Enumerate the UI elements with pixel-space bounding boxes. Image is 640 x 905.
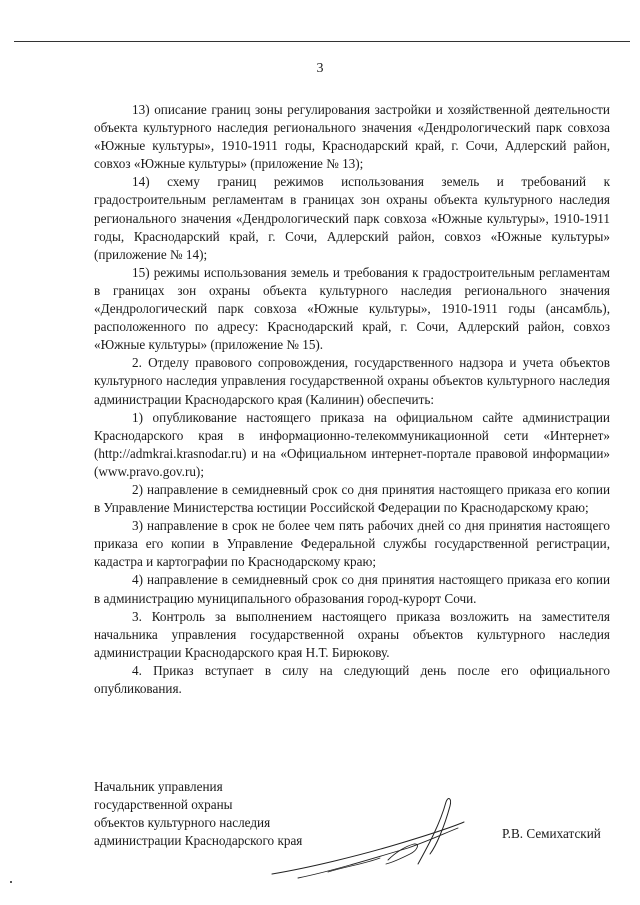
handwritten-signature xyxy=(268,794,468,884)
signatory-position-line: Начальник управления xyxy=(94,779,223,794)
paragraph-section-2-item-2: 2) направление в семидневный срок со дня принятия настоящего приказа его копии в Управление Министерства юстиции Российской Федерации по Краснодарскому краю; xyxy=(94,481,610,516)
paragraph-section-2-item-1: 1) опубликование настоящего приказа на официальном сайте администрации Краснодарского края в информационно-телекоммуникационной сети «Интернет» (http://admkrai.krasnodar.ru) и на «Официальном интернет-портале правовой информации» (www.pravo.gov.ru); xyxy=(94,409,610,479)
paragraph-section-3: 3. Контроль за выполнением настоящего приказа возложить на заместителя начальника управления государственной охраны объектов культурного наследия администрации Краснодарского края Н.Т. Бирюкову. xyxy=(94,608,610,660)
top-rule xyxy=(14,41,630,42)
paragraph-section-2-item-3: 3) направление в срок не более чем пять рабочих дней со дня принятия настоящего приказа его копии в Управление Федеральной службы государственной регистрации, кадастра и картографии по Краснодарскому краю; xyxy=(94,518,610,570)
paragraph-section-2: 2. Отделу правового сопровождения, государственного надзора и учета объектов культурного наследия управления государственной охраны объектов культурного наследия администрации Краснодарского края (Калинин) обеспечить: xyxy=(94,355,610,407)
scan-mark xyxy=(10,881,12,883)
paragraph-item-15: 15) режимы использования земель и требования к градостроительным регламентам в границах зон охраны объекта культурного наследия регионального значения «Дендрологический парк совхоза «Южные культуры», 1910-1911 годы (ансамбль), расположенного по адресу: Краснодарский край, г. Сочи, Адлерский район, совхоз «Южные культуры» (приложение № 15). xyxy=(94,264,610,353)
signatory-position-line: государственной охраны xyxy=(94,797,233,813)
paragraph-section-4: 4. Приказ вступает в силу на следующий день после его официального опубликования. xyxy=(94,662,610,696)
paragraph-item-14: 14) схему границ режимов использования земель и требований к градостроительным регламентам в границах зон охраны объекта культурного наследия регионального значения «Дендрологический парк совхоза «Южные культуры», 1910-1911 годы, Краснодарский край, г. Сочи, Адлерский район, совхоз «Южные культуры» (приложение № 14); xyxy=(94,174,610,262)
signatory-position-line: администрации Краснодарского края xyxy=(94,833,303,849)
signatory-name: Р.В. Семихатский xyxy=(502,826,601,841)
paragraph-item-13: 13) описание границ зоны регулирования застройки и хозяйственной деятельности объекта культурного наследия регионального значения «Дендрологический парк совхоза «Южные культуры», 1910-1911 годы, Краснодарский край, г. Сочи, Адлерский район, совхоз «Южные культуры» (приложение № 13); xyxy=(94,102,610,172)
paragraph-section-2-item-4: 4) направление в семидневный срок со дня принятия настоящего приказа его копии в администрацию муниципального образования город-курорт Сочи. xyxy=(94,572,610,606)
signatory-position-line: объектов культурного наследия xyxy=(94,815,271,831)
document-body xyxy=(94,101,610,698)
page-number: 3 xyxy=(316,61,324,76)
